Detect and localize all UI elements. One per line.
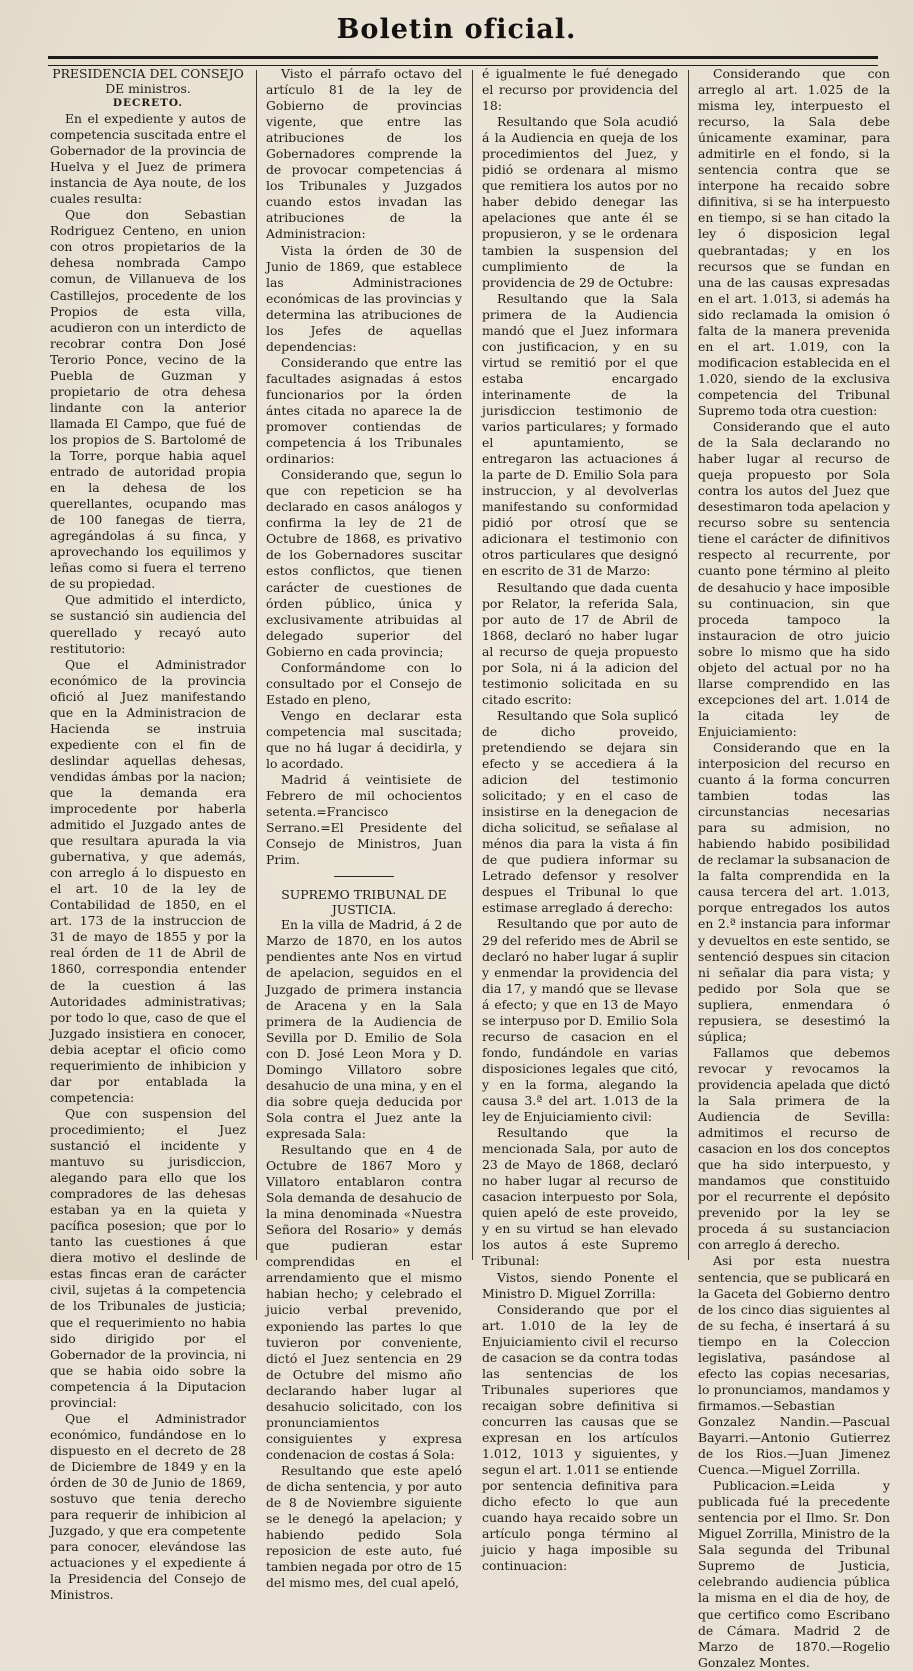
section-heading: PRESIDENCIA DEL CONSEJO DE ministros. [52, 66, 244, 96]
paragraph: Vengo en declarar esta competencia mal suscitada; que no há lugar á decidirla, y lo acordado. [266, 707, 462, 772]
subheading: DECRETO. [112, 97, 184, 109]
paragraph: Visto el párrafo octavo del artículo 81 de la ley de Gobierno de provincias vigente, que entre las atribuciones de los Gobernadores comprende la de provocar competencias á los Tribunales y Juzgados cuando estos invadan las atribuciones de la Administracion: [266, 66, 462, 242]
section-heading: SUPREMO TRIBUNAL DE JUSTICIA. [281, 887, 447, 918]
paragraph: Considerando que, segun lo que con repeticion se ha declarado en casos análogos y confirma la ley de 21 de Octubre de 1868, es privativo de los Gobernadores suscitar estos conflictos, que tienen carácter de cuestiones de órden público, única y exclusivamente atribuidas al delegado superior del Gobierno en cada provincia; [266, 467, 462, 659]
paragraph: Considerando que por el art. 1.010 de la ley de Enjuiciamiento civil el recurso de casacion se da contra todas las sentencias de los Tribunales superiores que recaigan sobre definitiva si concurren las causas que se expresan en los artículos 1.012, 1013 y siguientes, y segun el art. 1.011 se entiende por sentencia definitiva para dicho efecto lo que aun cuando haya recaido sobre un artículo ponga término al juicio y haga imposible su continuacion: [482, 1301, 678, 1574]
paragraph: Fallamos que debemos revocar y revocamos la providencia apelada que dictó la Sala primera de la Audiencia de Sevilla: admitimos el recurso de casacion en los dos conceptos que ha sido interpuesto, y mandamos que constituido por el recurrente el depósito prevenido por la ley se proceda á su sustanciacion con arreglo á derecho. [698, 1044, 890, 1253]
paragraph: Resultando que Sola suplicó de dicho proveido, pretendiendo se dejara sin efecto y se accediera á la adicion del testimonio solicitado; y en el caso de insistirse en la denegacion de dicha solicitud, se señalase al ménos dia para la vista á fin de que pudiera informar su Letrado defensor y resolver despues el Tribunal lo que estimase arreglado á derecho: [482, 707, 678, 916]
paragraph: Que admitido el interdicto, se sustanció sin audiencia del querellado y recayó auto restitutorio: [50, 592, 246, 656]
paragraph: Considerando que en la interposicion del recurso en cuanto á la forma concurren tambien todas las circunstancias necesarias para su admision, no habiendo habido posibilidad de reclamar la subsanacion de la falta comprendida en la causa tercera del art. 1.013, porque entregados los autos en 2.ª instancia para informar y devueltos en este sentido, se sentenció despues sin citacion ni señalar dia para vista; y pedido por Sola que se supliera, enmendara ó repusiera, se desestimó la súplica; [698, 739, 890, 1044]
paragraph: Resultando que en 4 de Octubre de 1867 Moro y Villatoro entablaron contra Sola demanda de desahucio de la mina denominada «Nuestra Señora del Rosario» y demás que pudieran estar comprendidas en el arrendamiento que el mismo habian hecho; y celebrado el juicio verbal prevenido, exponiendo las partes lo que tuvieron por conveniente, dictó el Juez sentencia en 29 de Octubre del mismo año declarando haber lugar al desahucio solicitado, con los pronunciamientos consiguientes y expresa condenacion de costas á Sola: [266, 1142, 462, 1462]
paragraph: Conformándome con lo consultado por el Consejo de Estado en pleno, [266, 659, 462, 707]
paragraph: Que el Administrador económico de la provincia ofició al Juez manifestando que en la Administracion de Hacienda se instruia expediente con el fin de deslindar aquellas dehesas, vendidas ámbas por la nacion; que la demanda era improcedente por haberla admitido el Juzgado antes de que resultara apurada la via gubernativa, y que además, con arreglo á lo dispuesto en el art. 10 de la ley de Contabilidad de 1850, en el art. 173 de la instruccion de 31 de mayo de 1855 y por la real órden de 11 de Abril de 1860, correspondia entender de la cuestion á las Autoridades administrativas; por todo lo que, caso de que el Juzgado insistiera en conocer, debia aceptar el oficio como requerimiento de inhibicion y dar por entablada la competencia: [50, 656, 246, 1105]
column-divider [472, 70, 473, 1260]
column-1 [50, 66, 246, 1603]
paragraph: Madrid á veintisiete de Febrero de mil ochocientos setenta.=Francisco Serrano.=El Presidente del Consejo de Ministros, Juan Prim. [266, 772, 462, 868]
paragraph: Considerando que entre las facultades asignadas á estos funcionarios por la órden ántes citada no aparece la de promover contiendas de competencia á los Tribunales ordinarios: [266, 354, 462, 467]
paragraph: Resultando que por auto de 29 del referido mes de Abril se declaró no haber lugar á suplir y enmendar la providencia del dia 17, y mandó que se llevase á efecto; y que en 13 de Mayo se interpuso por D. Emilio Sola recurso de casacion en el fondo, fundándole en varias disposiciones legales que citó, y en la forma, alegando la causa 3.ª del art. 1.013 de la ley de Enjuiciamiento civil: [482, 916, 678, 1125]
paragraph: Resultando que Sola acudió á la Audiencia en queja de los procedimientos del Juez, y pidió se ordenara al mismo que remitiera los autos por no haber debido denegar las apelaciones que ante él se propusieron, y se le ordenara tambien la suspension del cumplimiento de la providencia de 29 de Octubre: [482, 114, 678, 290]
paragraph: Que con suspension del procedimiento; el Juez sustanció el incidente y mantuvo su jurisdiccion, alegando para ello que los compradores de las dehesas estaban ya en la quieta y pacífica posesion; que por lo tanto las cuestiones á que diera motivo el deslinde de estas fincas eran de carácter civil, sujetas á la competencia de los Tribunales de justicia; que el requerimiento no habia sido dirigido por el Gobernador de la provincia, ni que se habia oido sobre la competencia á la Diputacion provincial: [50, 1105, 246, 1410]
paragraph: Resultando que la mencionada Sala, por auto de 23 de Mayo de 1868, declaró no haber lugar al recurso de casacion interpuesto por Sola, quien apeló de este proveido, y en su virtud se han elevado los autos á este Supremo Tribunal: [482, 1125, 678, 1269]
paragraph: Resultando que este apeló de dicha sentencia, y por auto de 8 de Noviembre siguiente se le denegó la apelacion; y habiendo pedido Sola reposicion de este auto, fué tambien negada por otro de 15 del mismo mes, del cual apeló, [266, 1462, 462, 1591]
paragraph: Considerando que el auto de la Sala declarando no haber lugar al recurso de queja propuesto por Sola contra los autos del Juez que desestimaron toda apelacion y recurso sobre su sentencia tiene el carácter de difinitivos respecto al recurrente, por cuanto pone término al pleito de desahucio y hace imposible su continuacion, sin que proceda tampoco la instauracion de otro juicio sobre lo mismo que ha sido objeto del actual por no ha llarse comprendido en las excepciones del art. 1.014 de la citada ley de Enjuiciamiento: [698, 419, 890, 739]
paragraph: Resultando que dada cuenta por Relator, la referida Sala, por auto de 17 de Abril de 1868, declaró no haber lugar al recurso de queja propuesto por Sola, ni á la adicion del testimonio solicitada en su citado escrito: [482, 579, 678, 707]
column-2 [266, 66, 462, 1591]
text-columns [50, 66, 890, 1670]
paragraph: Publicacion.=Leida y publicada fué la precedente sentencia por el Ilmo. Sr. Don Miguel Zorrilla, Ministro de la Sala segunda del Tribunal Supremo de Justicia, celebrando audiencia pública la misma en el dia de hoy, de que certifico como Escribano de Cámara. Madrid 2 de Marzo de 1870.—Rogelio Gonzalez Montes. [698, 1478, 890, 1670]
column-3 [482, 66, 678, 1574]
column-divider [256, 70, 257, 1260]
paragraph: En la villa de Madrid, á 2 de Marzo de 1870, en los autos pendientes ante Nos en virtud de apelacion, seguidos en el Juzgado de primera instancia de Aracena y en la Sala primera de la Audiencia de Sevilla por D. Emilio de Sola con D. José Leon Mora y D. Domingo Villatoro sobre desahucio de una mina, y en el dia sobre queja deducida por Sola contra el Juez ante la expresada Sala: [266, 917, 462, 1141]
paragraph: Vistos, siendo Ponente el Ministro D. Miguel Zorrilla: [482, 1269, 678, 1301]
paragraph: Vista la órden de 30 de Junio de 1869, que establece las Administraciones económicas de las provincias y determina las atribuciones de los Jefes de aquellas dependencias: [266, 242, 462, 354]
paragraph: é igualmente le fué denegado el recurso por providencia del 18: [482, 66, 678, 114]
column-divider [688, 70, 689, 1260]
paragraph: Resultando que la Sala primera de la Audiencia mandó que el Juez informara con justificacion, y en su virtud se remitió por el que estaba encargado interinamente de la jurisdiccion testimonio de varios particulares; y formado el apuntamiento, se entregaron las actuaciones á la parte de D. Emilio Sola para instruccion, y al devolverlas manifestando su conformidad pidió por otrosí que se adicionara el testimonio con otros particulares que designó en escrito de 31 de Marzo: [482, 290, 678, 579]
paragraph: Que el Administrador económico, fundándose en lo dispuesto en el decreto de 28 de Diciembre de 1849 y en la órden de 30 de Junio de 1869, sostuvo que tenia derecho para requerir de inhibicion al Juzgado, y que era competente para conocer, elevándose las actuaciones y el expediente á la Presidencia del Consejo de Ministros. [50, 1410, 246, 1603]
paragraph: En el expediente y autos de competencia suscitada entre el Gobernador de la provincia de Huelva y el Juez de primera instancia de Aya noute, de los cuales resulta: [50, 111, 246, 207]
paragraph: Considerando que con arreglo al art. 1.025 de la misma ley, interpuesto el recurso, la Sala debe únicamente examinar, para admitirle en el fondo, si la sentencia contra que se interpone ha recaido sobre difinitiva, si se ha interpuesto en tiempo, si se han citado la ley ó disposicion legal quebrantadas; y en los recursos que se fundan en una de las causas expresadas en el art. 1.013, si además ha sido reclamada la omision ó falta de la manera prevenida en el art. 1.019, con la modificacion establecida en el 1.020, siendo de la exclusiva competencia del Tribunal Supremo toda otra cuestion: [698, 66, 890, 418]
masthead-title: Boletin oficial. [336, 14, 577, 45]
masthead-rule [48, 56, 878, 66]
paragraph: Que don Sebastian Rodriguez Centeno, en union con otros propietarios de la dehesa nombrada Campo comun, de Villanueva de los Castillejos, procedente de los Propios de esta villa, acudieron con un interdicto de recobrar contra Don José Terorio Ponce, vecino de la Puebla de Guzman y propietario de otra dehesa lindante con la anterior llamada El Campo, que fué de los propios de S. Bartolomé de la Torre, porque habia aquel entrado de autoridad propia en la dehesa de los querellantes, ocupando mas de 100 fanegas de tierra, agregándolas á su finca, y aprovechando los equilimos y leñas como si fuera el terreno de su propiedad. [50, 207, 246, 592]
column-4 [698, 66, 890, 1670]
section-divider [334, 876, 394, 877]
paragraph: Asi por esta nuestra sentencia, que se publicará en la Gaceta del Gobierno dentro de los cinco dias siguientes al de su fecha, é insertará á su tiempo en la Coleccion legislativa, pasándose al efecto las copias necesarias, lo pronunciamos, mandamos y firmamos.—Sebastian Gonzalez Nandin.—Pascual Bayarri.—Antonio Gutierrez de los Rios.—Juan Jimenez Cuenca.—Miguel Zorrilla. [698, 1253, 890, 1478]
